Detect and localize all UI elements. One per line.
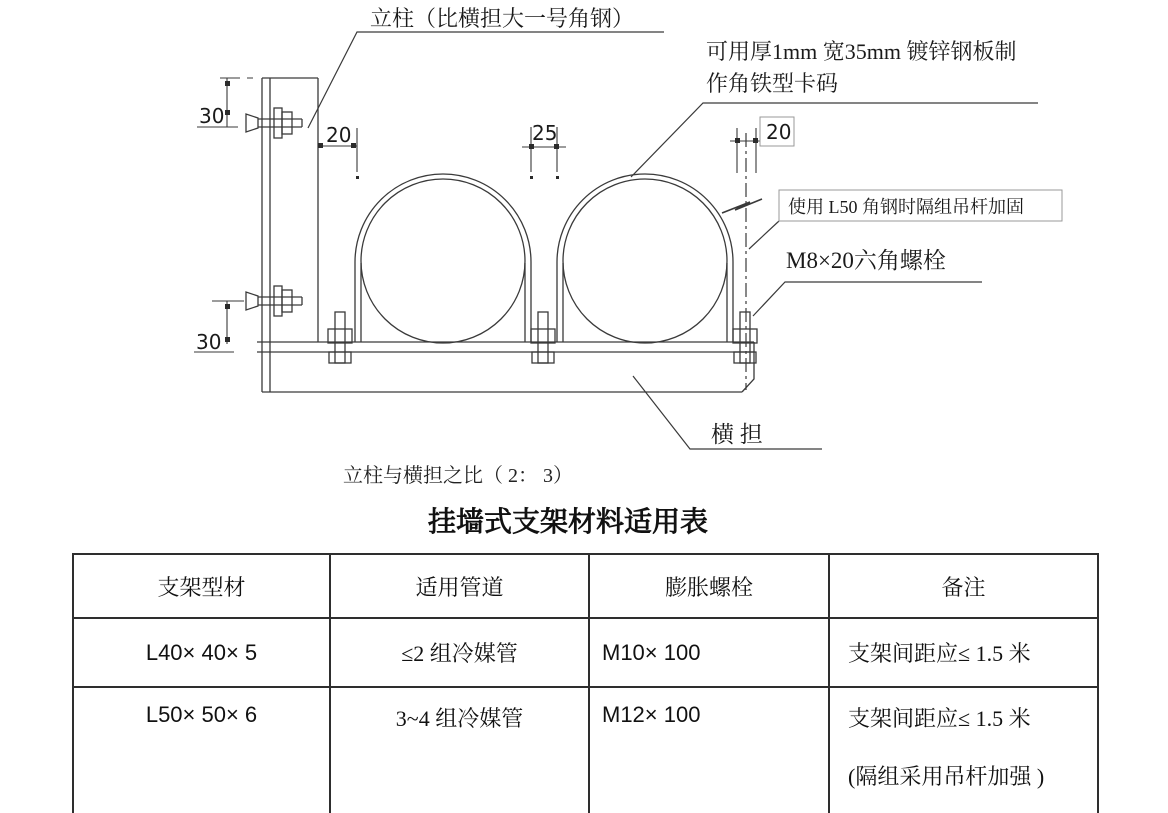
beam-label: 横 担	[711, 422, 763, 447]
break-symbol	[722, 199, 762, 213]
bolt-leader	[753, 282, 982, 316]
dim-clamp-gap: 25	[532, 121, 558, 145]
rod-note-leader	[749, 221, 779, 249]
rod-note: 使用 L50 角钢时隔组吊杆加固	[788, 197, 1024, 217]
table-header-row	[73, 554, 1098, 618]
header-note: 备注	[829, 554, 1098, 618]
cell-profile: L50× 50× 6	[73, 687, 330, 813]
ratio-caption: 立柱与横担之比（ 2： 3）	[343, 465, 573, 487]
materials-table	[72, 553, 1099, 813]
column-leader	[308, 32, 664, 128]
clamp-left	[355, 174, 531, 342]
pipe-left	[361, 179, 525, 343]
header-profile: 支架型材	[73, 554, 330, 618]
clamp-note-leader	[631, 103, 1038, 177]
cell-note: 支架间距应≤ 1.5 米	[829, 618, 1098, 687]
pipe-right	[563, 179, 727, 343]
dim-rod-offset: 20	[766, 120, 792, 144]
clamp-right	[557, 174, 733, 342]
clamp-bolt-2	[531, 312, 555, 363]
dimension-ticks	[225, 81, 758, 342]
column-label: 立柱（比横担大一号角钢）	[370, 6, 635, 31]
table-title: 挂墙式支架材料适用表	[427, 507, 708, 538]
clamp-note-line2: 作角铁型卡码	[706, 71, 839, 96]
table-row	[73, 687, 1098, 813]
dim-top-offset: 30	[199, 104, 225, 128]
clamp-bolt-1	[328, 312, 352, 363]
dim-column-to-clamp: 20	[326, 123, 352, 147]
cell-pipes: 3~4 组冷媒管	[330, 687, 589, 813]
table-row	[73, 618, 1098, 687]
cell-profile: L40× 40× 5	[73, 618, 330, 687]
note-line1: 支架间距应≤ 1.5 米	[848, 706, 1031, 731]
cell-anchor: M10× 100	[589, 618, 829, 687]
bolt-label: M8×20六角螺栓	[786, 248, 946, 273]
dim-bottom-offset: 30	[196, 330, 222, 354]
leader-lines	[308, 32, 1038, 449]
beam-shape	[257, 342, 754, 392]
header-pipes: 适用管道	[330, 554, 589, 618]
cell-pipes: ≤2 组冷媒管	[330, 618, 589, 687]
clamp-note-line1: 可用厚1mm 宽35mm 镀锌钢板制	[706, 39, 1017, 64]
cell-anchor: M12× 100	[589, 687, 829, 813]
header-anchor: 膨胀螺栓	[589, 554, 829, 618]
cell-note	[829, 687, 1098, 813]
drawing-lines	[246, 78, 757, 392]
note-line2: (隔组采用吊杆加强 )	[848, 764, 1045, 789]
